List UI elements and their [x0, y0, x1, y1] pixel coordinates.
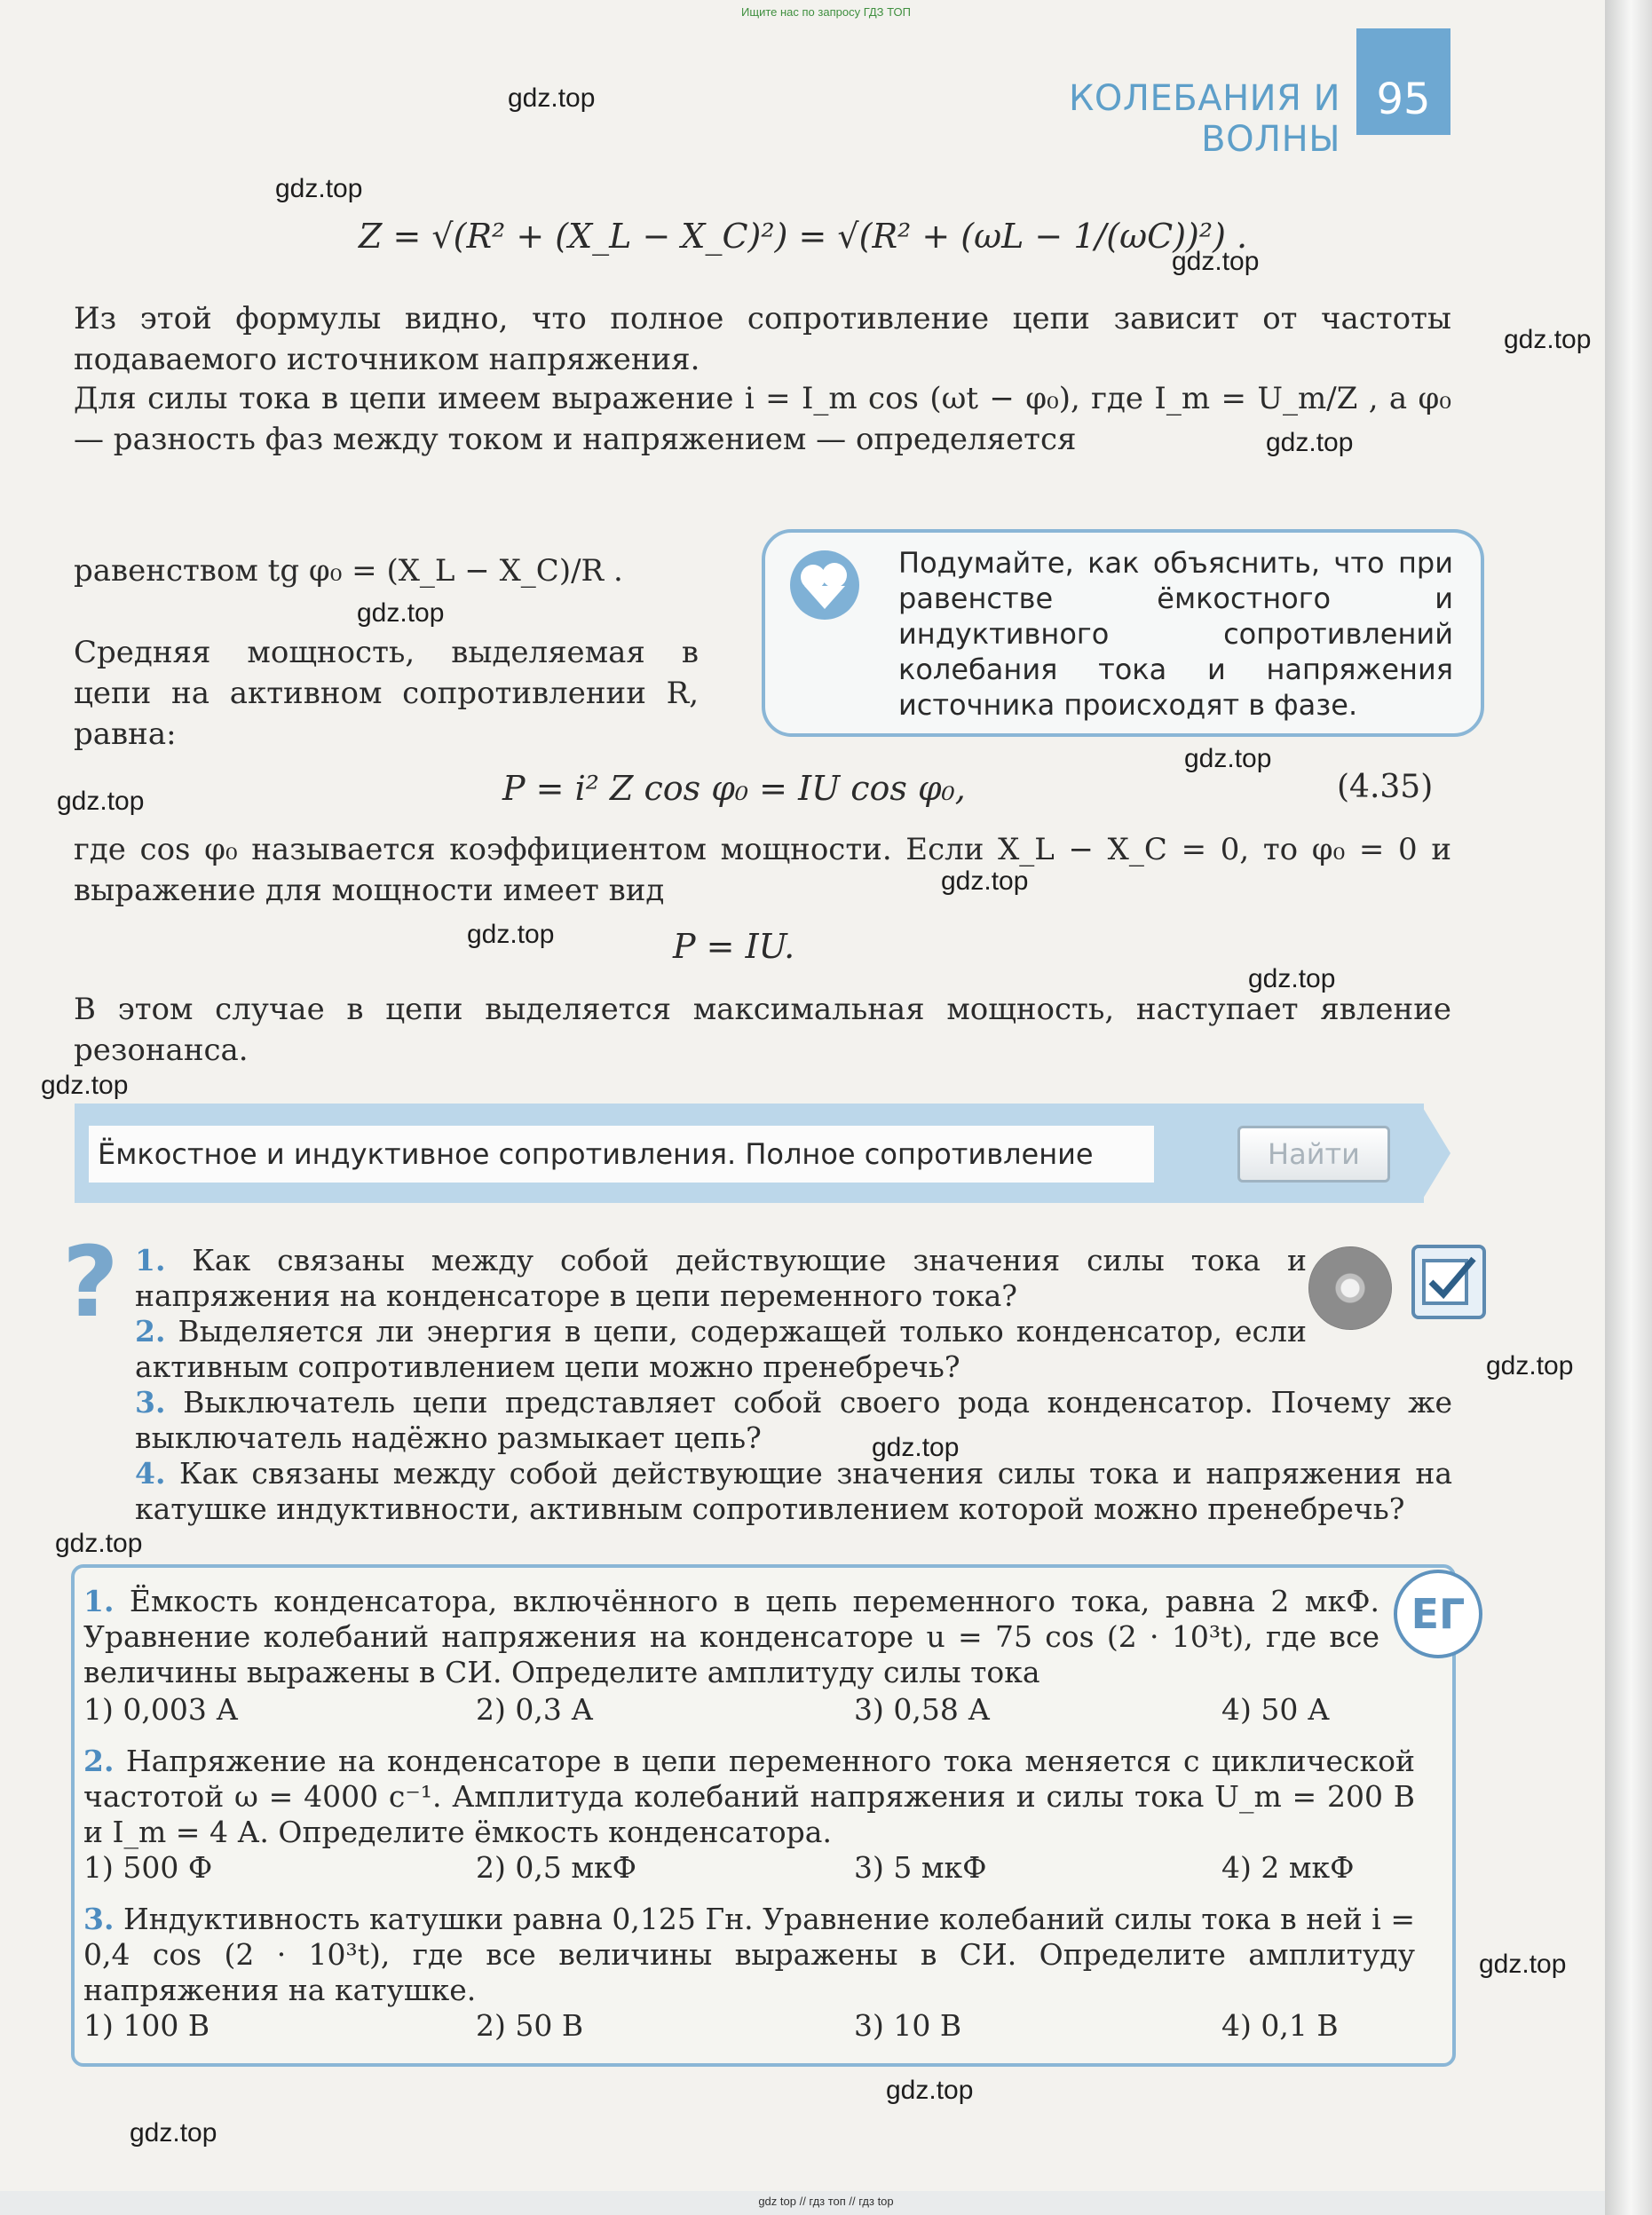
cd-disc-icon	[1308, 1246, 1392, 1330]
question-mark-icon: ?	[62, 1225, 119, 1339]
task-option: 3) 0,58 А	[854, 1692, 991, 1727]
paragraph: Средняя мощность, выделяемая в цепи на активном сопротивлении R, равна:	[74, 635, 699, 752]
watermark: gdz.top	[55, 1529, 143, 1558]
impedance-formula: Z = √(R² + (X_L − X_C)²) = √(R² + (ωL − 1/(ωC))²) .	[359, 217, 1248, 256]
task-option: 2) 0,3 А	[476, 1692, 594, 1727]
watermark: gdz.top	[275, 174, 363, 203]
task-option: 1) 100 В	[83, 2008, 210, 2043]
task-option: 1) 500 Ф	[83, 1850, 213, 1885]
task-item: 3. Индуктивность катушки равна 0,125 Гн. Уравнение колебаний силы тока в ней i = 0,4 cos (2 · 10³t), где все величины выражены в СИ. Определите амплитуду напряжения на катушке.	[83, 1902, 1415, 2007]
watermark: gdz.top	[1486, 1351, 1574, 1380]
search-button[interactable]: Найти	[1237, 1126, 1390, 1183]
bottom-note: gdz top // гдз топ // гдз top	[758, 2195, 894, 2208]
watermark: gdz.top	[467, 920, 555, 949]
watermark: gdz.top	[886, 2076, 974, 2105]
task-option: 4) 50 А	[1221, 1692, 1330, 1727]
watermark: gdz.top	[1504, 325, 1592, 354]
watermark: gdz.top	[872, 1433, 960, 1462]
paragraph: Для силы тока в цепи имеем выражение i = I_m cos (ωt − φ₀), где I_m = U_m/Z , а φ₀ — разность фаз между током и напряжением — определяется	[74, 381, 1451, 457]
watermark: gdz.top	[1184, 744, 1272, 773]
paragraph: В этом случае в цепи выделяется максимальная мощность, наступает явление резонанса.	[74, 992, 1451, 1068]
watermark: gdz.top	[357, 598, 445, 628]
watermark: gdz.top	[941, 866, 1029, 896]
section-title: КОЛЕБАНИЯ И ВОЛНЫ	[1069, 78, 1340, 160]
question-item: 2. Выделяется ли энергия в цепи, содержащей только конденсатор, если активным сопротивлением цепи можно пренебречь?	[135, 1314, 1307, 1384]
watermark: gdz.top	[1248, 964, 1336, 993]
top-note: Ищите нас по запросу ГДЗ ТОП	[741, 5, 911, 19]
think-bubble-icon	[790, 550, 859, 620]
search-input[interactable]: Ёмкостное и индуктивное сопротивления. Полное сопротивление	[89, 1126, 1154, 1183]
task-options	[83, 1692, 1433, 1728]
tasks-box	[71, 1564, 1456, 2067]
task-item: 2. Напряжение на конденсаторе в цепи переменного тока меняется с циклической частотой ω = 4000 с⁻¹. Амплитуда колебаний напряжения и силы тока U_m = 200 В и I_m = 4 А. Определите ёмкость конденсатора.	[83, 1744, 1415, 1849]
paragraph: Из этой формулы видно, что полное сопротивление цепи зависит от частоты подаваемого источником напряжения.	[74, 301, 1451, 377]
task-options	[83, 2008, 1433, 2044]
question-item: 1. Как связаны между собой действующие значения силы тока и напряжения на конденсаторе в цепи переменного тока?	[135, 1243, 1307, 1313]
paragraph: где cos φ₀ называется коэффициентом мощности. Если X_L − X_C = 0, то φ₀ = 0 и выражение для мощности имеет вид	[74, 832, 1451, 908]
watermark: gdz.top	[1266, 428, 1354, 457]
task-option: 3) 10 В	[854, 2008, 962, 2043]
checkbox-icon	[1411, 1245, 1486, 1319]
watermark: gdz.top	[1479, 1950, 1567, 1979]
page-spine	[1605, 0, 1652, 2215]
task-options	[83, 1850, 1433, 1886]
task-option: 1) 0,003 А	[83, 1692, 239, 1727]
watermark: gdz.top	[41, 1071, 129, 1100]
ege-logo-icon: ЕГ	[1394, 1570, 1482, 1658]
task-option: 2) 50 В	[476, 2008, 584, 2043]
watermark: gdz.top	[508, 83, 596, 113]
task-option: 2) 0,5 мкФ	[476, 1850, 637, 1885]
search-band-arrow	[1420, 1104, 1450, 1203]
think-box	[762, 529, 1484, 737]
power-formula: P = i² Z cos φ₀ = IU cos φ₀,	[502, 769, 966, 808]
watermark: gdz.top	[1172, 247, 1260, 276]
page-number: 95	[1356, 28, 1450, 135]
task-item: 1. Ёмкость конденсатора, включённого в цепь переменного тока, равна 2 мкФ. Уравнение колебаний напряжения на конденсаторе u = 75 cos (2 · 10³t), где все величины выражены в СИ. Определите амплитуду силы тока	[83, 1584, 1379, 1689]
watermark: gdz.top	[57, 787, 145, 816]
task-option: 3) 5 мкФ	[854, 1850, 987, 1885]
think-box-text: Подумайте, как объяснить, что при равенстве ёмкостного и индуктивного сопротивлений колебания тока и напряжения источника происходят в фазе.	[898, 546, 1453, 722]
paragraph: равенством tg φ₀ = (X_L − X_C)/R .	[74, 553, 623, 589]
questions-list	[135, 1243, 1452, 1527]
task-option: 4) 2 мкФ	[1221, 1850, 1355, 1885]
question-item: 4. Как связаны между собой действующие значения силы тока и напряжения на катушке индуктивности, активным сопротивлением которой можно пренебречь?	[135, 1456, 1452, 1526]
task-option: 4) 0,1 В	[1221, 2008, 1339, 2043]
question-item: 3. Выключатель цепи представляет собой своего рода конденсатор. Почему же выключатель надёжно размыкает цепь?	[135, 1385, 1453, 1455]
equation-number: (4.35)	[1337, 769, 1434, 805]
resonance-power-formula: P = IU.	[673, 927, 795, 966]
watermark: gdz.top	[130, 2118, 217, 2148]
